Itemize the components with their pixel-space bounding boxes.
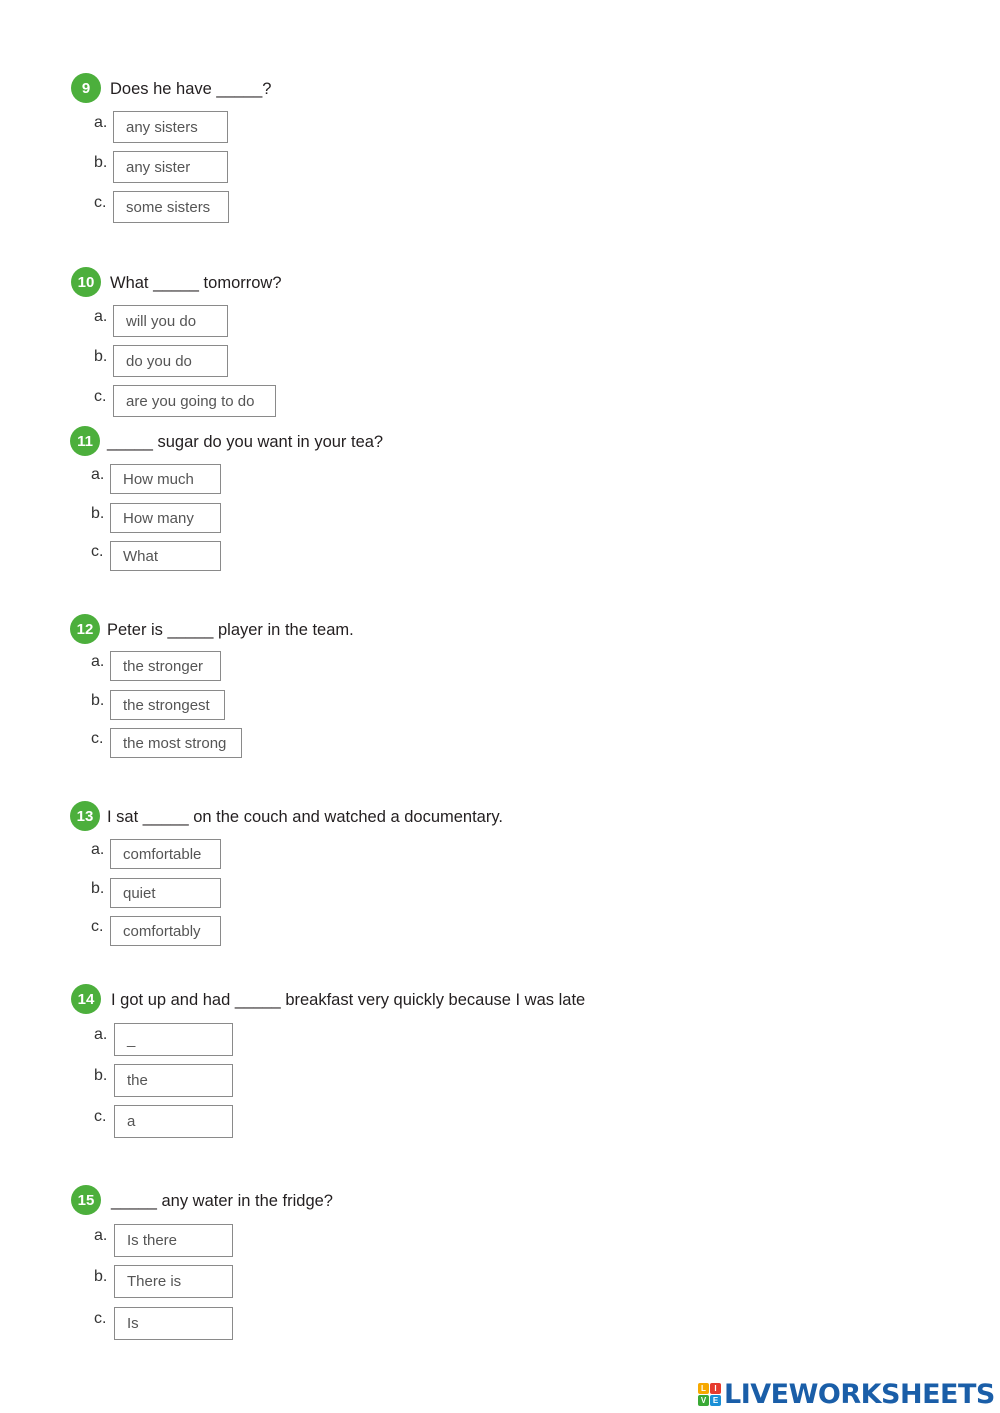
option-letter: a.	[91, 466, 105, 483]
answer-box-c[interactable]: comfortably	[110, 916, 221, 946]
option-letter: c.	[94, 1108, 107, 1125]
answer-box-c[interactable]: Is	[114, 1307, 233, 1340]
answer-box-c[interactable]: are you going to do	[113, 385, 276, 417]
question-text: Peter is _____ player in the team.	[107, 621, 354, 639]
question-text: _____ any water in the fridge?	[111, 1192, 333, 1210]
question-number-badge: 11	[70, 426, 100, 456]
option-letter: b.	[91, 505, 105, 522]
answer-box-b[interactable]: quiet	[110, 878, 221, 908]
option-letter: c.	[91, 918, 104, 935]
option-letter: c.	[91, 543, 104, 560]
answer-box-a[interactable]: _	[114, 1023, 233, 1056]
option-letter: b.	[94, 1268, 108, 1285]
question-number-badge: 10	[71, 267, 101, 297]
option-letter: c.	[94, 388, 107, 405]
option-letter: b.	[91, 692, 105, 709]
answer-box-c[interactable]: the most strong	[110, 728, 242, 758]
option-letter: b.	[94, 154, 108, 171]
question-number-badge: 9	[71, 73, 101, 103]
answer-box-b[interactable]: the strongest	[110, 690, 225, 720]
question-text: What _____ tomorrow?	[110, 274, 282, 292]
option-letter: c.	[94, 194, 107, 211]
option-letter: a.	[91, 841, 105, 858]
question-text: I sat _____ on the couch and watched a documentary.	[107, 808, 503, 826]
option-letter: a.	[94, 308, 108, 325]
logo-mark-icon: L I V E	[698, 1383, 721, 1406]
option-letter: a.	[94, 1227, 108, 1244]
answer-box-a[interactable]: will you do	[113, 305, 228, 337]
option-letter: b.	[91, 880, 105, 897]
question-number-badge: 15	[71, 1185, 101, 1215]
question-number-badge: 14	[71, 984, 101, 1014]
answer-box-c[interactable]: a	[114, 1105, 233, 1138]
option-letter: c.	[91, 730, 104, 747]
question-number-badge: 12	[70, 614, 100, 644]
question-number-badge: 13	[70, 801, 100, 831]
answer-box-c[interactable]: What	[110, 541, 221, 571]
option-letter: a.	[94, 114, 108, 131]
liveworksheets-logo[interactable]	[698, 1378, 995, 1410]
answer-box-a[interactable]: the stronger	[110, 651, 221, 681]
answer-box-a[interactable]: comfortable	[110, 839, 221, 869]
option-letter: a.	[91, 653, 105, 670]
answer-box-a[interactable]: Is there	[114, 1224, 233, 1257]
option-letter: b.	[94, 1067, 108, 1084]
answer-box-b[interactable]: How many	[110, 503, 221, 533]
answer-box-b[interactable]: do you do	[113, 345, 228, 377]
answer-box-a[interactable]: How much	[110, 464, 221, 494]
option-letter: b.	[94, 348, 108, 365]
answer-box-b[interactable]: any sister	[113, 151, 228, 183]
answer-box-b[interactable]: There is	[114, 1265, 233, 1298]
answer-box-b[interactable]: the	[114, 1064, 233, 1097]
answer-box-c[interactable]: some sisters	[113, 191, 229, 223]
answer-box-a[interactable]: any sisters	[113, 111, 228, 143]
question-text: Does he have _____?	[110, 80, 272, 98]
question-text: _____ sugar do you want in your tea?	[107, 433, 384, 451]
logo-text: LIVEWORKSHEETS	[724, 1378, 995, 1410]
question-text: I got up and had _____ breakfast very quickly because I was late	[111, 991, 586, 1009]
option-letter: c.	[94, 1310, 107, 1327]
option-letter: a.	[94, 1026, 108, 1043]
